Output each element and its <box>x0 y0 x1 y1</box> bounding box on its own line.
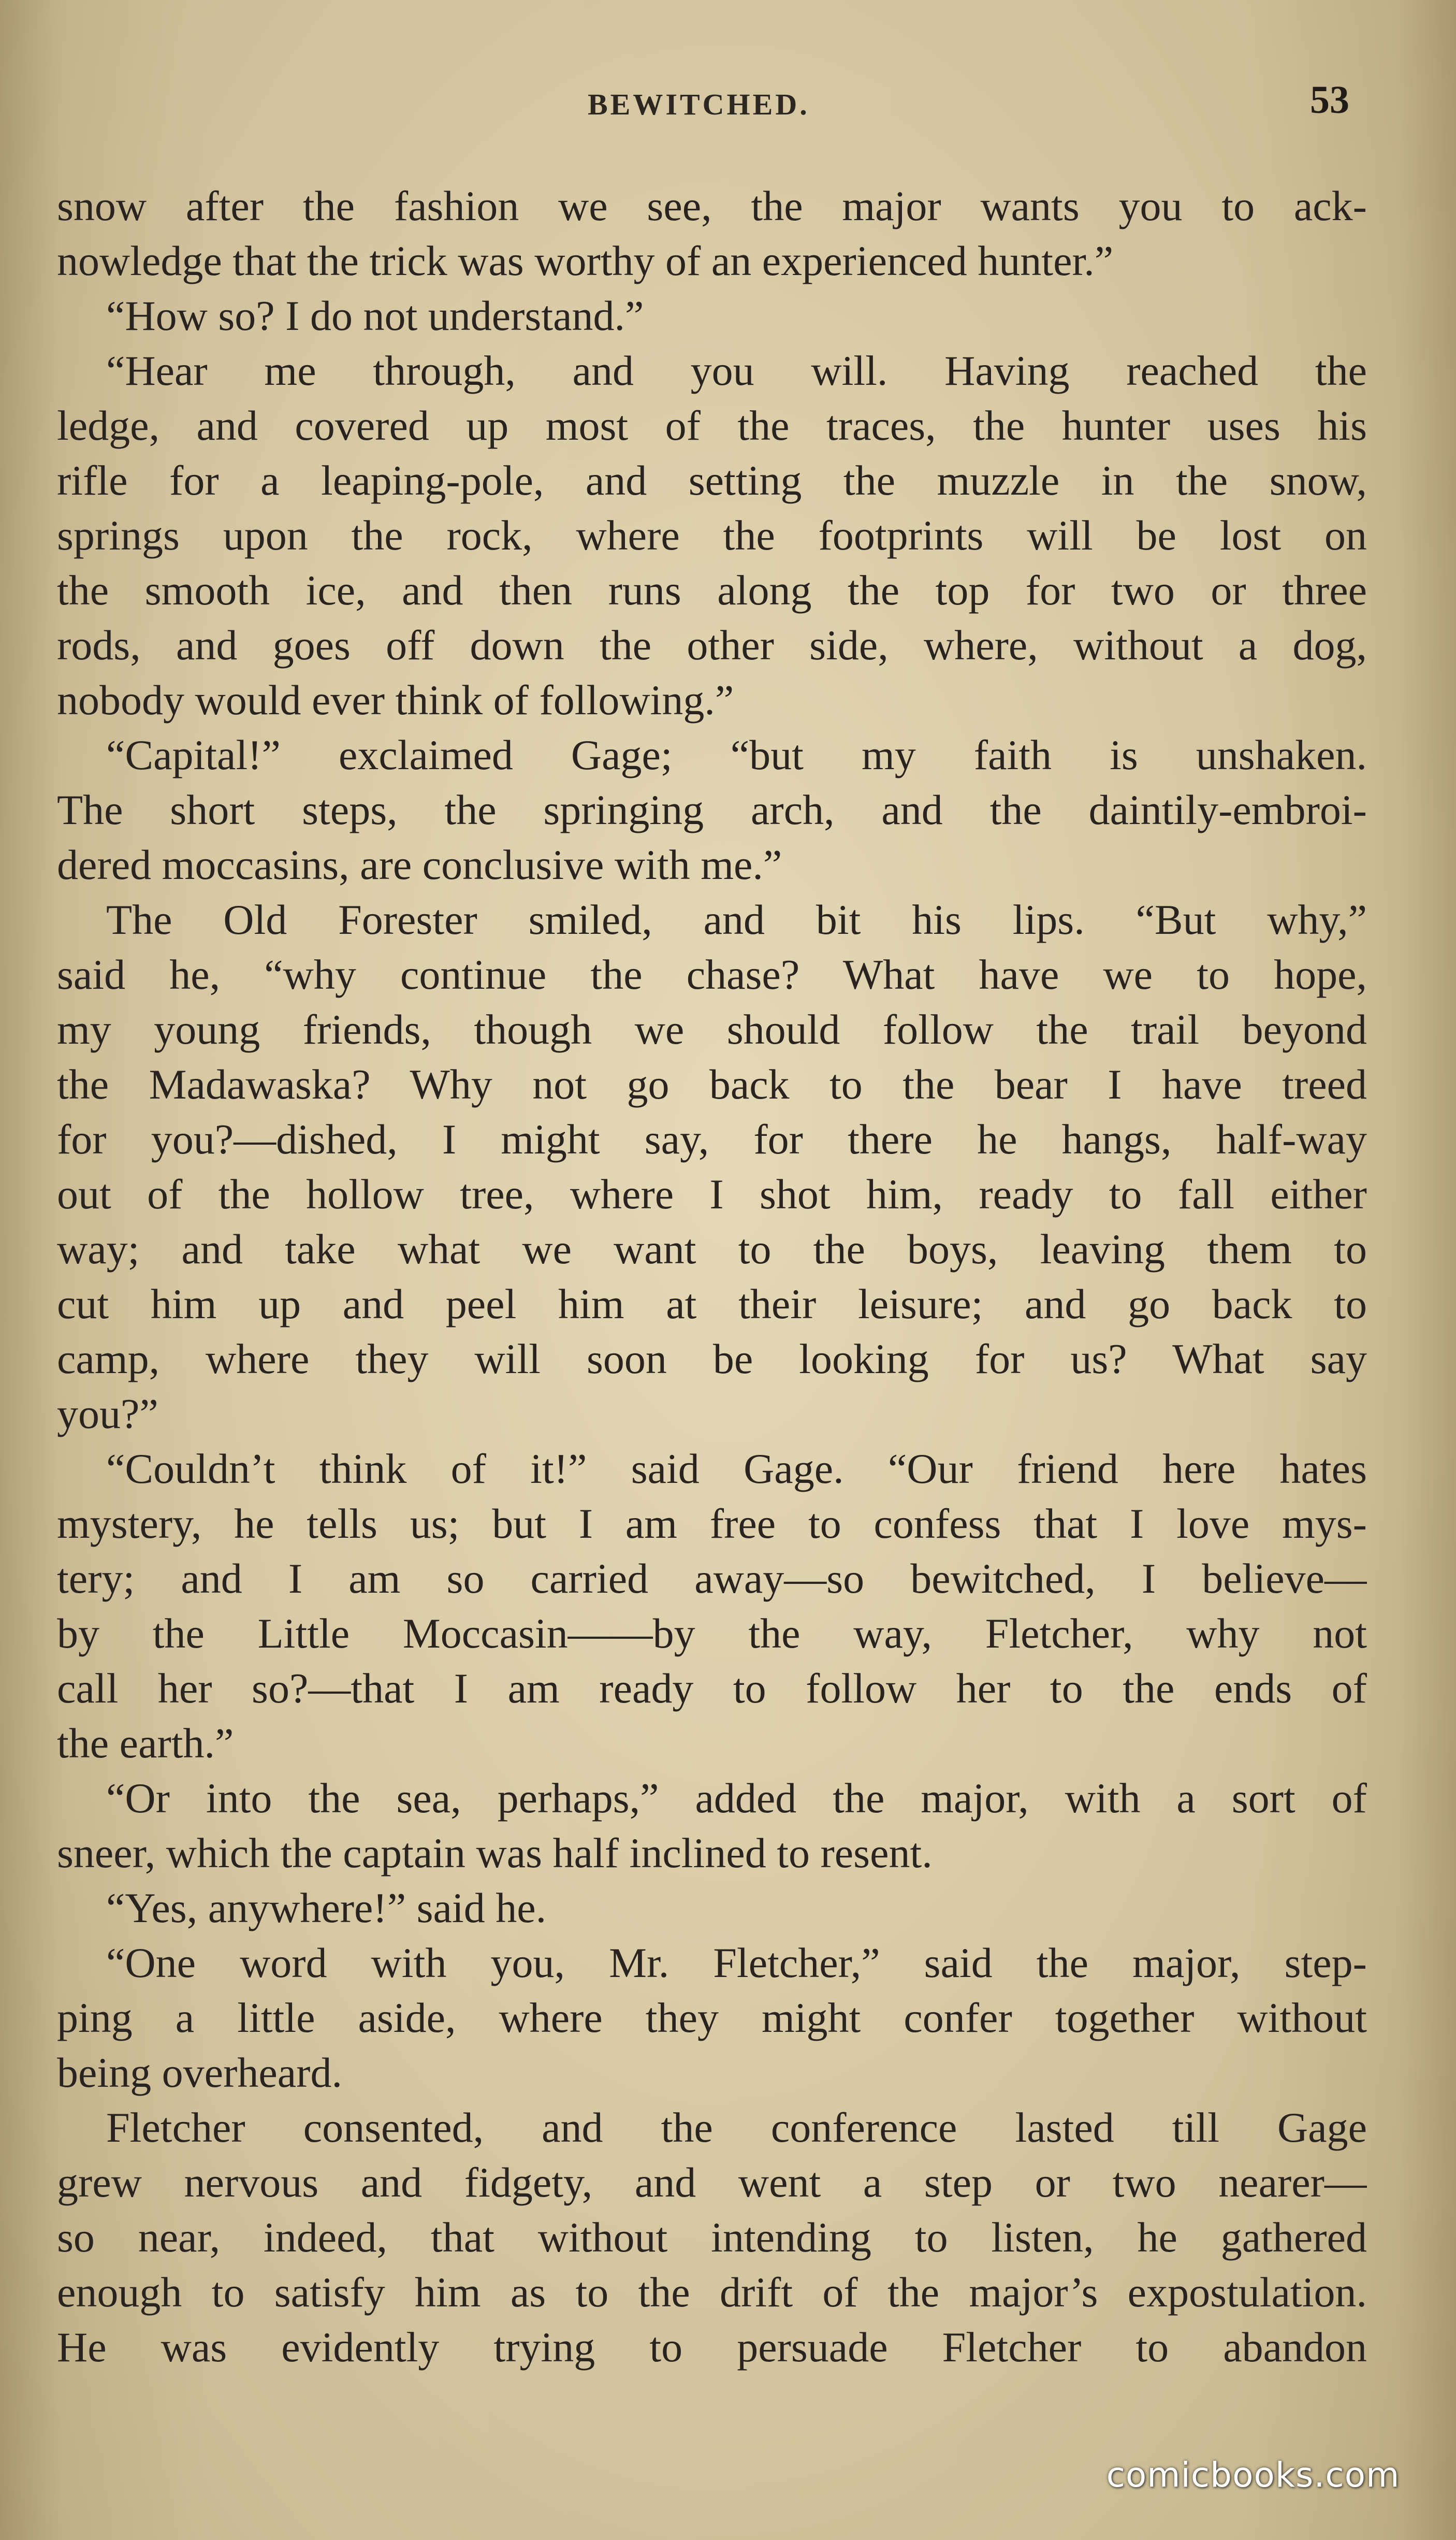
text-line: “Hear me through, and you will. Having reached the <box>106 347 1367 394</box>
text-line: you?” <box>57 1390 158 1437</box>
page-header <box>0 78 1456 135</box>
text-line: mystery, he tells us; but I am free to confess that I love mys- <box>57 1500 1367 1547</box>
text-line: “Capital!” exclaimed Gage; “but my faith is unshaken. <box>106 731 1367 778</box>
text-line: The short steps, the springing arch, and the daintily-embroi- <box>57 786 1367 833</box>
text-line: rifle for a leaping-pole, and setting the muzzle in the snow, <box>57 457 1367 504</box>
text-line: “Couldn’t think of it!” said Gage. “Our friend here hates <box>106 1445 1367 1492</box>
watermark: comicbooks.com <box>1106 2455 1400 2495</box>
text-line: so near, indeed, that without intending to listen, he gathered <box>57 2214 1367 2261</box>
text-line: said he, “why continue the chase? What have we to hope, <box>57 951 1367 998</box>
text-line: nobody would ever think of following.” <box>57 676 734 724</box>
text-line: The Old Forester smiled, and bit his lips. “But why,” <box>106 896 1367 943</box>
text-line: springs upon the rock, where the footprints will be lost on <box>57 512 1367 559</box>
text-line: dered moccasins, are conclusive with me.” <box>57 841 782 888</box>
text-line: camp, where they will soon be looking for us? What say <box>57 1335 1367 1382</box>
text-line: for you?—dished, I might say, for there he hangs, half-way <box>57 1116 1367 1163</box>
text-line: being overheard. <box>57 2049 342 2096</box>
text-line: by the Little Moccasin——by the way, Fletcher, why not <box>57 1610 1367 1657</box>
text-line: ledge, and covered up most of the traces, the hunter uses his <box>57 402 1367 449</box>
text-line: my young friends, though we should follow the trail beyond <box>57 1006 1367 1053</box>
text-line: tery; and I am so carried away—so bewitched, I believe— <box>57 1555 1367 1602</box>
text-line: the smooth ice, and then runs along the top for two or three <box>57 567 1367 614</box>
text-line: way; and take what we want to the boys, leaving them to <box>57 1225 1367 1273</box>
text-line: rods, and goes off down the other side, where, without a dog, <box>57 622 1367 669</box>
running-head: BEWITCHED. <box>588 88 810 121</box>
body-text <box>57 179 1367 2375</box>
text-line: grew nervous and fidgety, and went a step or two nearer— <box>57 2159 1367 2206</box>
page-number: 53 <box>1310 78 1349 122</box>
text-line: enough to satisfy him as to the drift of the major’s expostulation. <box>57 2269 1367 2316</box>
text-line: He was evidently trying to persuade Fletcher to abandon <box>57 2323 1367 2371</box>
text-line: “Or into the sea, perhaps,” added the major, with a sort of <box>106 1774 1367 1822</box>
text-line: snow after the fashion we see, the major wants you to ack- <box>57 182 1367 229</box>
text-line: Fletcher consented, and the conference lasted till Gage <box>106 2104 1367 2151</box>
text-line: nowledge that the trick was worthy of an experienced hunter.” <box>57 237 1114 284</box>
text-line: ping a little aside, where they might confer together without <box>57 1994 1367 2041</box>
text-line: “One word with you, Mr. Fletcher,” said the major, step- <box>106 1939 1367 1986</box>
text-line: call her so?—that I am ready to follow her to the ends of <box>57 1665 1367 1712</box>
text-line: the Madawaska? Why not go back to the bear I have treed <box>57 1061 1367 1108</box>
text-line: “How so? I do not understand.” <box>106 292 644 339</box>
text-line: out of the hollow tree, where I shot him, ready to fall either <box>57 1171 1367 1218</box>
text-line: “Yes, anywhere!” said he. <box>106 1884 547 1931</box>
text-line: sneer, which the captain was half inclined to resent. <box>57 1829 933 1877</box>
text-line: cut him up and peel him at their leisure; and go back to <box>57 1280 1367 1327</box>
text-line: the earth.” <box>57 1720 234 1767</box>
